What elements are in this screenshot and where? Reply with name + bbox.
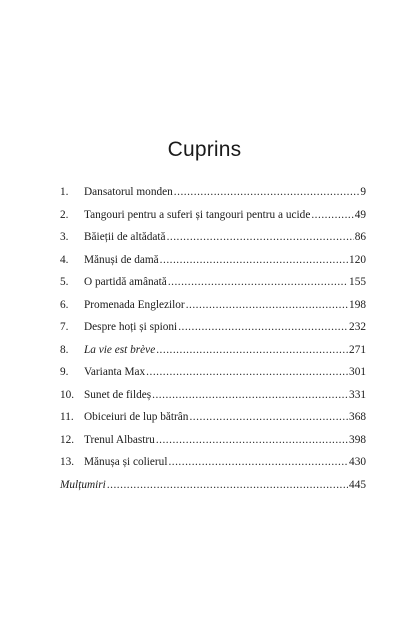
toc-entry bbox=[60, 411, 366, 434]
toc-dot-leader bbox=[156, 434, 348, 446]
toc-entry-number: 3. bbox=[60, 231, 69, 243]
toc-entry-page-number: 155 bbox=[349, 276, 366, 288]
toc-entry bbox=[60, 231, 366, 254]
toc-dot-leader bbox=[168, 456, 348, 468]
toc-entry-page-number: 49 bbox=[354, 208, 366, 221]
toc-entry bbox=[60, 479, 366, 502]
toc-entry-number: 9. bbox=[60, 366, 69, 378]
toc-entry-page-number: 120 bbox=[349, 253, 366, 266]
toc-dot-leader bbox=[189, 411, 348, 423]
toc-entry-title: Obiceiuri de lup bătrân bbox=[84, 411, 189, 423]
toc-entry-title: Sunet de fildeș bbox=[84, 388, 152, 401]
toc-entry-title: O partidă amânată bbox=[84, 276, 167, 288]
toc-entry-title: Despre hoți și spioni bbox=[84, 321, 178, 333]
toc-entry-page-number: 445 bbox=[349, 478, 366, 491]
toc-entry-title: Promenada Englezilor bbox=[84, 298, 185, 311]
toc-dot-leader bbox=[311, 209, 353, 221]
toc-entry-page-number: 232 bbox=[349, 321, 366, 333]
toc-entry-page-number: 430 bbox=[349, 456, 366, 468]
toc-entry-page-number: 9 bbox=[360, 186, 366, 198]
toc-entry-number: 5. bbox=[60, 276, 69, 288]
toc-entry-number: 6. bbox=[60, 298, 69, 311]
toc-entry-title: Dansatorul monden bbox=[84, 186, 173, 198]
toc-dot-leader bbox=[146, 366, 348, 378]
toc-entry bbox=[60, 366, 366, 389]
toc-entry-page-number: 198 bbox=[349, 298, 366, 311]
toc-entry-title: Mulțumiri bbox=[60, 478, 106, 491]
toc-entry-page-number: 86 bbox=[354, 231, 366, 243]
toc-entry-page-number: 301 bbox=[349, 366, 366, 378]
toc-entry-number: 11. bbox=[60, 411, 74, 423]
toc-entry bbox=[60, 276, 366, 299]
toc-dot-leader bbox=[152, 389, 348, 401]
toc-entry bbox=[60, 186, 366, 209]
toc-entry-page-number: 271 bbox=[349, 343, 366, 356]
toc-dot-leader bbox=[160, 254, 348, 266]
toc-dot-leader bbox=[107, 479, 348, 491]
toc-entry bbox=[60, 254, 366, 277]
toc-dot-leader bbox=[156, 344, 348, 356]
toc-entry bbox=[60, 344, 366, 367]
toc-entry-title: Mănuși de damă bbox=[84, 253, 159, 266]
toc-dot-leader bbox=[167, 231, 354, 243]
toc-entry-title: Băieții de altădată bbox=[84, 231, 166, 243]
toc-entry-page-number: 398 bbox=[349, 433, 366, 446]
toc-entry-number: 7. bbox=[60, 321, 69, 333]
toc-dot-leader bbox=[174, 186, 360, 198]
toc-entry bbox=[60, 456, 366, 479]
toc-entry-number: 10. bbox=[60, 388, 75, 401]
toc-entry-number: 2. bbox=[60, 208, 69, 221]
toc-entry-number: 8. bbox=[60, 343, 69, 356]
toc-entry-title: Trenul Albastru bbox=[84, 433, 155, 446]
toc-entry-number: 12. bbox=[60, 433, 75, 446]
toc-entry-number: 1. bbox=[60, 186, 69, 198]
toc-dot-leader bbox=[168, 276, 348, 288]
toc-entry-number: 13. bbox=[60, 456, 75, 468]
toc-entry-number: 4. bbox=[60, 253, 69, 266]
toc-entry-title: La vie est brève bbox=[84, 343, 156, 356]
toc-entry bbox=[60, 209, 366, 232]
toc-entry bbox=[60, 299, 366, 322]
toc-entry-title: Varianta Max bbox=[84, 366, 146, 378]
toc-entry-title: Tangouri pentru a suferi și tangouri pentru a ucide bbox=[84, 208, 311, 221]
page-title: Cuprins bbox=[167, 138, 242, 161]
toc-entry-page-number: 368 bbox=[349, 411, 366, 423]
toc-entry bbox=[60, 434, 366, 457]
toc-entry bbox=[60, 389, 366, 412]
toc-entry-title: Mănușa și colierul bbox=[84, 456, 168, 468]
toc-entry-page-number: 331 bbox=[349, 388, 366, 401]
toc-entry bbox=[60, 321, 366, 344]
toc-dot-leader bbox=[178, 321, 348, 333]
table-of-contents bbox=[60, 186, 366, 501]
toc-dot-leader bbox=[186, 299, 348, 311]
